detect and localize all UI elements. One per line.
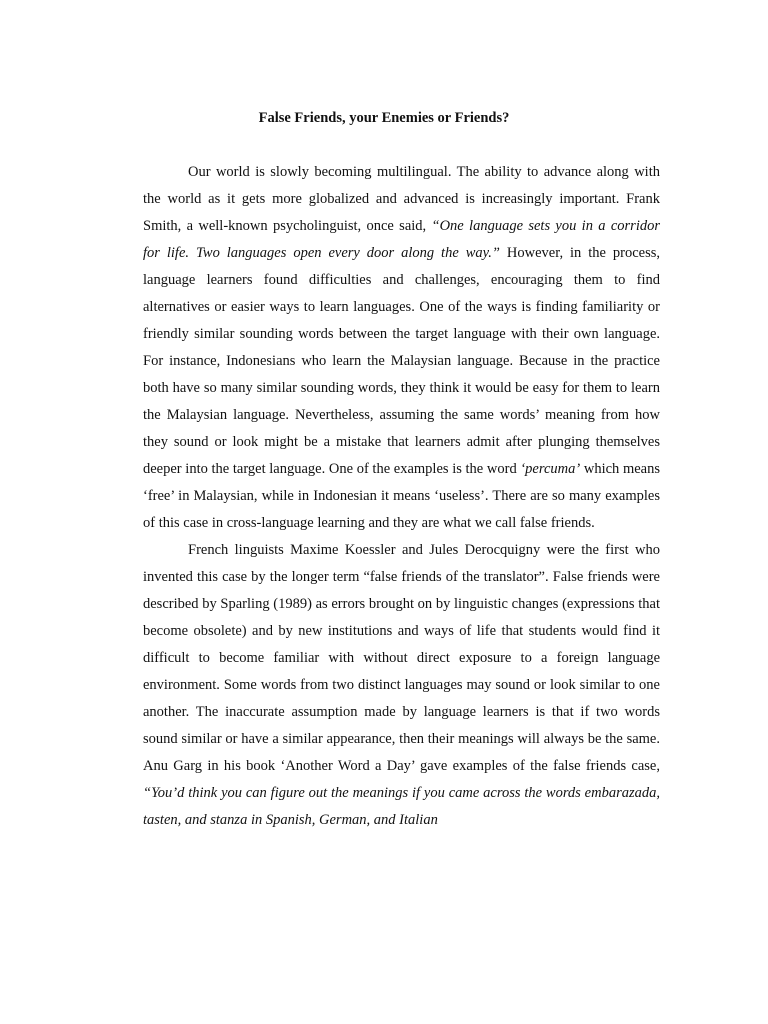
paragraph-1-text-c: which means ‘free’ in Malaysian, while in Indonesian it means ‘useless’. There are so many examples of this case in cross-language learning and they are what we call false friends. xyxy=(143,461,660,531)
paragraph-2-text-a: French linguists Maxime Koessler and Jules Derocquigny were the first who invented this case by the longer term “false friends of the translator”. False friends were described by Sparling (1989) as errors brought on by linguistic changes (expressions that become obsolete) and by new institutions and ways of life that students would find it difficult to become familiar with without direct exposure to a foreign language environment. Some words from two distinct languages may sound or look similar to one another. The inaccurate assumption made by language learners is that if two words sound similar or have a similar appearance, then their meanings will always be the same. Anu Garg in his book ‘Another Word a Day’ gave examples of the false friends case, xyxy=(143,542,660,774)
document-title: False Friends, your Enemies or Friends? xyxy=(258,110,510,126)
document-body xyxy=(143,159,660,834)
paragraph-1-italic-word: ‘percuma’ xyxy=(520,461,581,477)
paragraph-1-quote: “One language sets you in a corridor for life. Two languages open every door along the way.” xyxy=(143,218,660,261)
paragraph-2 xyxy=(143,537,660,834)
paragraph-1-text-b: However, in the process, language learners found difficulties and challenges, encouraging them to find alternatives or easier ways to learn languages. One of the ways is finding familiarity or friendly similar sounding words between the target language with their own language. For instance, Indonesians who learn the Malaysian language. Because in the practice both have so many similar sounding words, they think it would be easy for them to learn the Malaysian language. Nevertheless, assuming the same words’ meaning from how they sound or look might be a mistake that learners admit after plunging themselves deeper into the target language. One of the examples is the word xyxy=(143,245,661,477)
paragraph-1-text-a: Our world is slowly becoming multilingual. The ability to advance along with the world as it gets more globalized and advanced is increasingly important. Frank Smith, a well-known psycholinguist, once said, xyxy=(143,164,660,234)
paragraph-2-quote: “You’d think you can figure out the meanings if you came across the words embarazada, tasten, and stanza in Spanish, German, and Italian xyxy=(143,785,660,828)
paragraph-1 xyxy=(143,159,660,537)
